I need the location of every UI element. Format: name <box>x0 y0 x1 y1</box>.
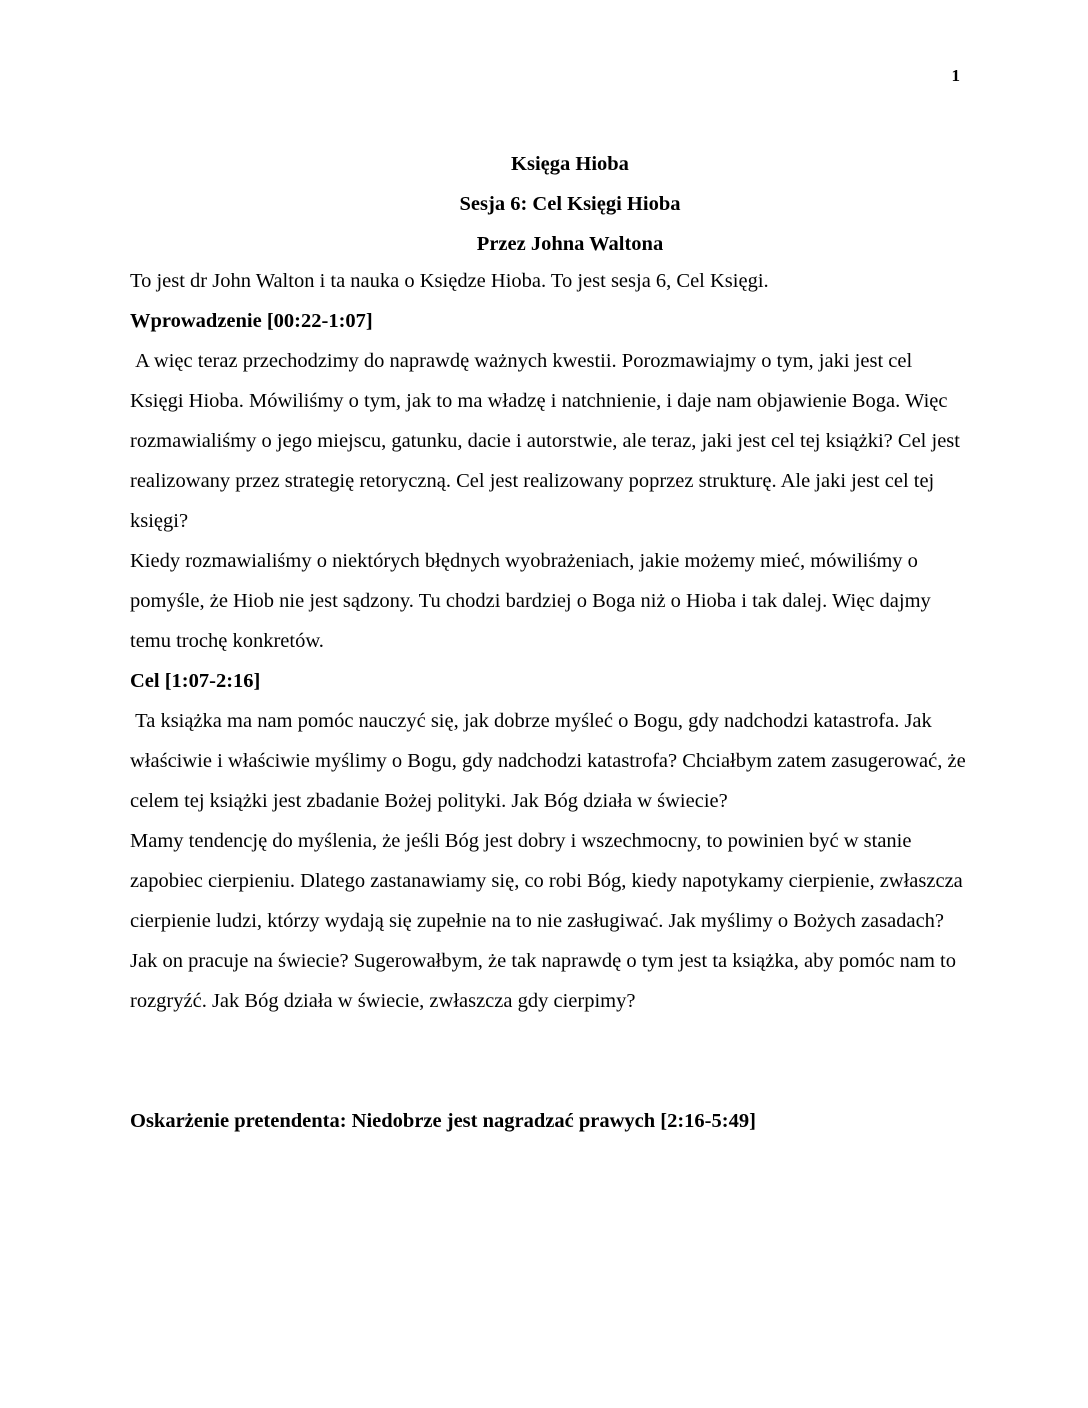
title-block <box>0 144 1088 264</box>
paragraph: Ta książka ma nam pomóc nauczyć się, jak dobrze myśleć o Bogu, gdy nadchodzi katastrofa. Jak właściwie i właściwie myślimy o Bogu, gdy nadchodzi katastrofa? Chciałbym zatem zasugerować, że celem tej książki jest zbadanie Bożej polityki. Jak Bóg działa w świecie? <box>130 710 971 812</box>
paragraph: Mamy tendencję do myślenia, że jeśli Bóg jest dobry i wszechmocny, to powinien być w stanie zapobiec cierpieniu. Dlatego zastanawiamy się, co robi Bóg, kiedy napotykamy cierpienie, zwłaszcza cierpienie ludzi, którzy wydają się zupełnie na to nie zasługiwać. Jak myślimy o Bożych zasadach? Jak on pracuje na świecie? Sugerowałbym, że tak naprawdę o tym jest ta książka, aby pomóc nam to rozgryźć. Jak Bóg działa w świecie, zwłaszcza gdy cierpimy? <box>130 830 963 1012</box>
paragraph: A więc teraz przechodzimy do naprawdę ważnych kwestii. Porozmawiajmy o tym, jaki jest cel Księgi Hioba. Mówiliśmy o tym, jak to ma władzę i natchnienie, i daje nam objawienie Boga. Więc rozmawialiśmy o jego miejscu, gatunku, dacie i autorstwie, ale teraz, jaki jest cel tej książki? Cel jest realizowany przez strategię retoryczną. Cel jest realizowany poprzez strukturę. Ale jaki jest cel tej księgi? <box>130 350 966 532</box>
spacer <box>130 1021 970 1101</box>
paragraph: Kiedy rozmawialiśmy o niektórych błędnych wyobrażeniach, jakie możemy mieć, mówiliśmy o pomyśle, że Hiob nie jest sądzony. Tu chodzi bardziej o Boga niż o Hioba i tak dalej. Więc dajmy temu trochę konkretów. <box>130 550 931 652</box>
section-heading-introduction: Wprowadzenie [00:22-1:07] <box>130 310 373 332</box>
section-heading-accusation: Oskarżenie pretendenta: Niedobrze jest nagradzać prawych [2:16-5:49] <box>130 1110 756 1132</box>
document-body <box>130 261 970 1141</box>
intro-paragraph: To jest dr John Walton i ta nauka o Księdze Hioba. To jest sesja 6, Cel Księgi. <box>130 270 769 292</box>
page-number: 1 <box>951 66 960 85</box>
session-title: Sesja 6: Cel Księgi Hioba <box>459 193 681 215</box>
document-title: Księga Hioba <box>511 153 629 175</box>
section-heading-purpose: Cel [1:07-2:16] <box>130 670 261 692</box>
author-line: Przez Johna Waltona <box>476 233 664 255</box>
